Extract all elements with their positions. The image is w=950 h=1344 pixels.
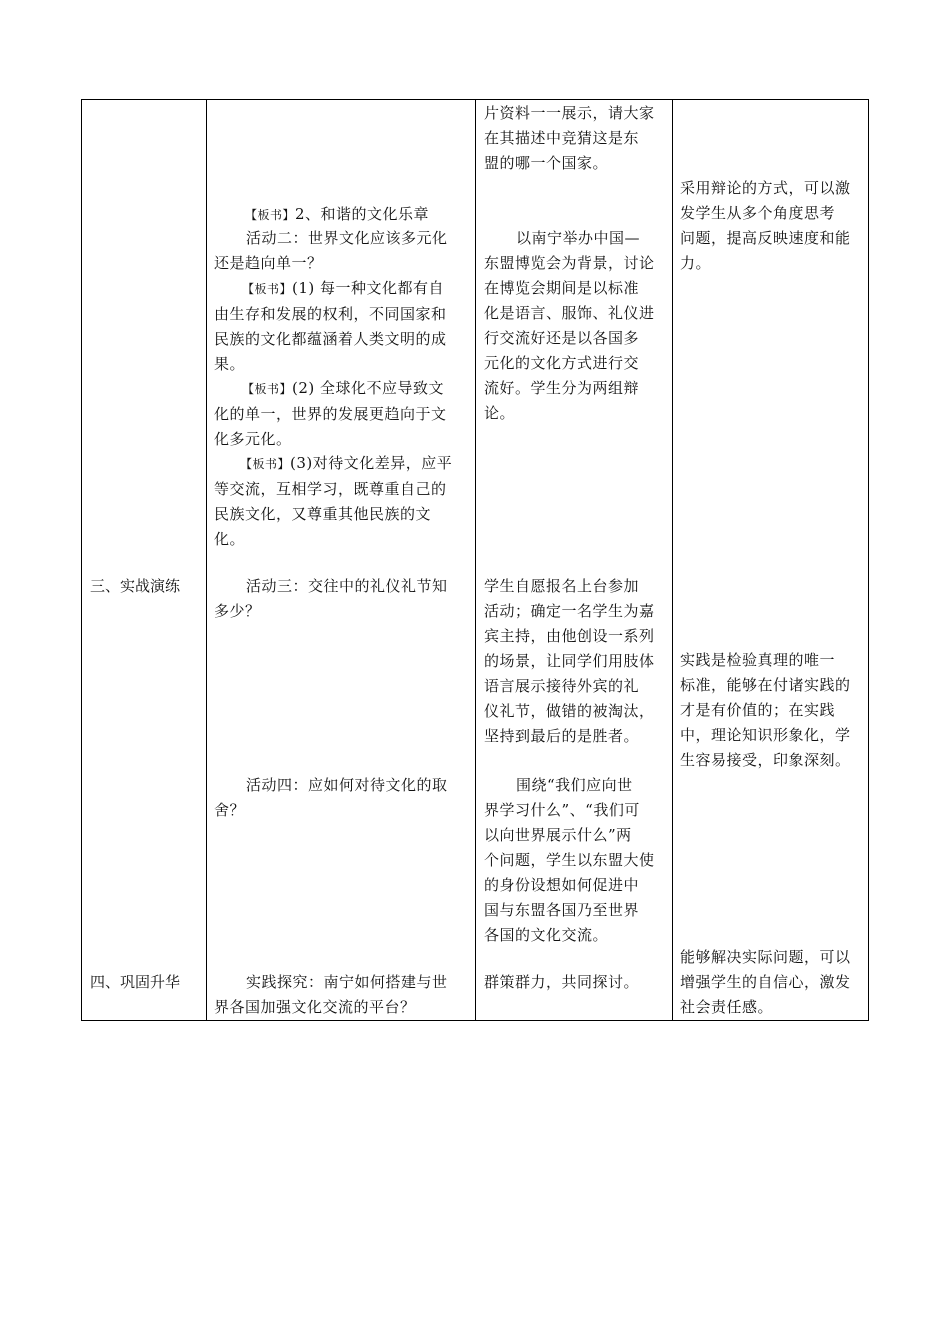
activity-four: 活动四：应如何对待文化的取 舍？ [214, 776, 448, 819]
board-text: 2、和谐的文化乐章 [295, 205, 430, 223]
practice-inquiry: 实践探究：南宁如何搭建与世 界各国加强文化交流的平台？ [214, 973, 448, 1016]
column-divider [672, 100, 673, 1020]
board-tag: 【板书】 [245, 208, 296, 222]
student-activity-debate: 以南宁举办中国— 东盟博览会为背景，讨论 在博览会期间是以标准 化是语言、服饰、礼仪进 行交流好还是以各国多 元化的文化方式进行交 流好。学生分为两组辩 论。 [484, 229, 655, 422]
activity-two: 活动二：世界文化应该多元化 还是趋向单一？ [214, 229, 448, 272]
board-text: (1) 每一种文化都有自 由生存和发展的权利，不同国家和 民族的文化都蕴涵着人类文明的成 果。 [214, 279, 447, 373]
student-activity-etiquette: 学生自愿报名上台参加 活动；确定一名学生为嘉 宾主持，由他创设一系列 的场景，让同学们用肢体 语言展示接待外宾的礼 仪礼节，做错的被淘汰， 坚持到最后的是胜者。 [484, 577, 655, 745]
board-tag: 【板书】 [242, 382, 293, 396]
board-text: (2) 全球化不应导致文 化的单一，世界的发展更趋向于文 化多元化。 [214, 379, 447, 448]
board-point-2 [214, 376, 472, 452]
board-heading [245, 202, 429, 228]
stage-label: 三、实战演练 [90, 577, 181, 595]
intent-practice: 实践是检验真理的唯一 标准，能够在付诸实践的 才是有价值的；在实践 中，理论知识形象化，学 生容易接受，印象深刻。 [680, 651, 851, 769]
board-tag: 【板书】 [240, 457, 291, 471]
student-activity-group: 群策群力，共同探讨。 [484, 973, 640, 991]
board-point-3 [214, 451, 472, 552]
intent-solve: 能够解决实际问题，可以 增强学生的自信心，激发 社会责任感。 [680, 948, 851, 1016]
student-activity-around: 围绕“我们应向世 界学习什么”、“我们可 以向世界展示什么”两 个问题，学生以东盟大使 的身份设想如何促进中 国与东盟各国乃至世界 各国的文化交流。 [484, 776, 655, 944]
column-divider [475, 100, 476, 1020]
student-activity-cont: 片资料一一展示，请大家 在其描述中竞猜这是东 盟的哪一个国家。 [484, 104, 655, 172]
board-tag: 【板书】 [242, 282, 293, 296]
column-divider [206, 100, 207, 1020]
board-text: (3)对待文化差异，应平 等交流，互相学习，既尊重自己的 民族文化，又尊重其他民族的文 化。 [214, 454, 453, 548]
intent-debate: 采用辩论的方式，可以激 发学生从多个角度思考 问题，提高反映速度和能 力。 [680, 179, 851, 272]
board-point-1 [214, 276, 472, 377]
activity-three: 活动三：交往中的礼仪礼节知 多少？ [214, 577, 448, 620]
stage-label: 四、巩固升华 [90, 973, 181, 991]
